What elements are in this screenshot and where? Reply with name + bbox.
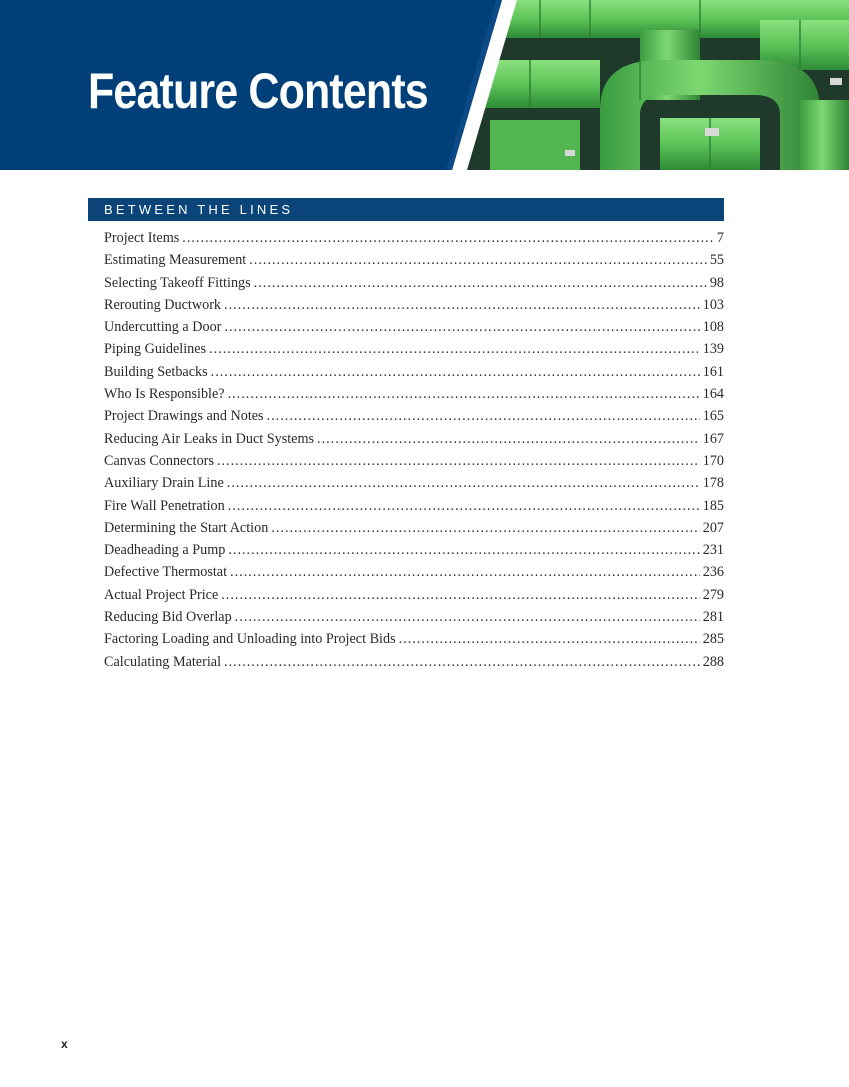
toc-entry-title: Reducing Bid Overlap <box>104 609 232 626</box>
toc-entry <box>104 628 724 650</box>
toc-entry <box>104 517 724 539</box>
toc-entry <box>104 316 724 338</box>
toc-dot-leader <box>254 272 707 294</box>
toc-entry <box>104 584 724 606</box>
toc-entry-title: Fire Wall Penetration <box>104 497 225 514</box>
toc-entry <box>104 539 724 561</box>
toc-entry-page: 7 <box>716 230 724 246</box>
toc-dot-leader <box>271 517 699 539</box>
toc-entry-page: 108 <box>702 319 724 336</box>
toc-entry-title: Rerouting Ductwork <box>104 296 222 313</box>
toc-entry-title: Project Items <box>104 230 180 246</box>
toc-entry-page: 236 <box>702 564 724 581</box>
toc-entry-page: 167 <box>702 430 724 447</box>
toc-list <box>104 227 724 673</box>
toc-entry-page: 98 <box>709 274 724 291</box>
toc-dot-leader <box>224 294 700 316</box>
toc-entry-title: Selecting Takeoff Fittings <box>104 274 251 291</box>
toc-dot-leader <box>224 316 699 338</box>
toc-entry-page: 288 <box>702 653 724 670</box>
toc-entry <box>104 338 724 360</box>
toc-dot-leader <box>399 628 700 650</box>
toc-dot-leader <box>230 561 700 583</box>
toc-entry <box>104 651 724 673</box>
toc-dot-leader <box>182 227 714 249</box>
toc-entry <box>104 361 724 383</box>
toc-entry-title: Who Is Responsible? <box>104 386 225 403</box>
toc-entry <box>104 472 724 494</box>
toc-entry-page: 231 <box>702 542 724 559</box>
toc-entry-page: 103 <box>702 296 724 313</box>
toc-entry <box>104 383 724 405</box>
toc-entry-title: Building Setbacks <box>104 363 208 380</box>
toc-dot-leader <box>221 584 699 606</box>
toc-entry-page: 55 <box>709 252 724 269</box>
toc-dot-leader <box>249 249 707 271</box>
toc-entry-title: Canvas Connectors <box>104 452 214 469</box>
toc-entry-title: Estimating Measurement <box>104 252 247 269</box>
toc-entry <box>104 227 724 249</box>
toc-dot-leader <box>317 428 700 450</box>
page-number: x <box>61 1037 68 1051</box>
toc-entry-page: 164 <box>702 386 724 403</box>
toc-dot-leader <box>228 495 700 517</box>
toc-entry-title: Piping Guidelines <box>104 341 207 358</box>
toc-entry <box>104 405 724 427</box>
toc-entry-page: 170 <box>702 452 724 469</box>
toc-entry <box>104 428 724 450</box>
toc-entry-page: 285 <box>702 631 724 648</box>
toc-entry <box>104 294 724 316</box>
toc-entry-title: Auxiliary Drain Line <box>104 475 224 492</box>
toc-entry-page: 161 <box>702 363 724 380</box>
toc-entry-page: 207 <box>702 519 724 536</box>
toc-entry-page: 165 <box>702 408 724 425</box>
toc-entry-page: 281 <box>702 609 724 626</box>
toc-entry-title: Deadheading a Pump <box>104 542 226 559</box>
page-title: Feature Contents <box>88 63 428 119</box>
toc-entry-title: Determining the Start Action <box>104 519 269 536</box>
toc-entry-page: 178 <box>702 475 724 492</box>
toc-dot-leader <box>217 450 700 472</box>
toc-dot-leader <box>235 606 700 628</box>
toc-entry-page: 279 <box>702 586 724 603</box>
toc-entry <box>104 272 724 294</box>
toc-entry-title: Factoring Loading and Unloading into Project Bids <box>104 631 396 648</box>
toc-entry <box>104 450 724 472</box>
toc-dot-leader <box>227 472 700 494</box>
toc-entry <box>104 561 724 583</box>
toc-entry <box>104 249 724 271</box>
toc-dot-leader <box>228 539 699 561</box>
toc-entry <box>104 606 724 628</box>
toc-dot-leader <box>211 361 700 383</box>
toc-entry-title: Reducing Air Leaks in Duct Systems <box>104 430 315 447</box>
toc-entry-title: Defective Thermostat <box>104 564 228 581</box>
toc-dot-leader <box>228 383 700 405</box>
toc-entry-title: Calculating Material <box>104 653 222 670</box>
toc-entry-page: 185 <box>702 497 724 514</box>
toc-entry-title: Actual Project Price <box>104 586 219 603</box>
toc-entry-title: Project Drawings and Notes <box>104 408 264 425</box>
toc-entry <box>104 495 724 517</box>
section-header: BETWEEN THE LINES <box>88 198 724 221</box>
toc-entry-title: Undercutting a Door <box>104 319 222 336</box>
toc-entry-page: 139 <box>702 341 724 358</box>
toc-dot-leader <box>209 338 700 360</box>
toc-dot-leader <box>267 405 700 427</box>
toc-dot-leader <box>224 651 700 673</box>
